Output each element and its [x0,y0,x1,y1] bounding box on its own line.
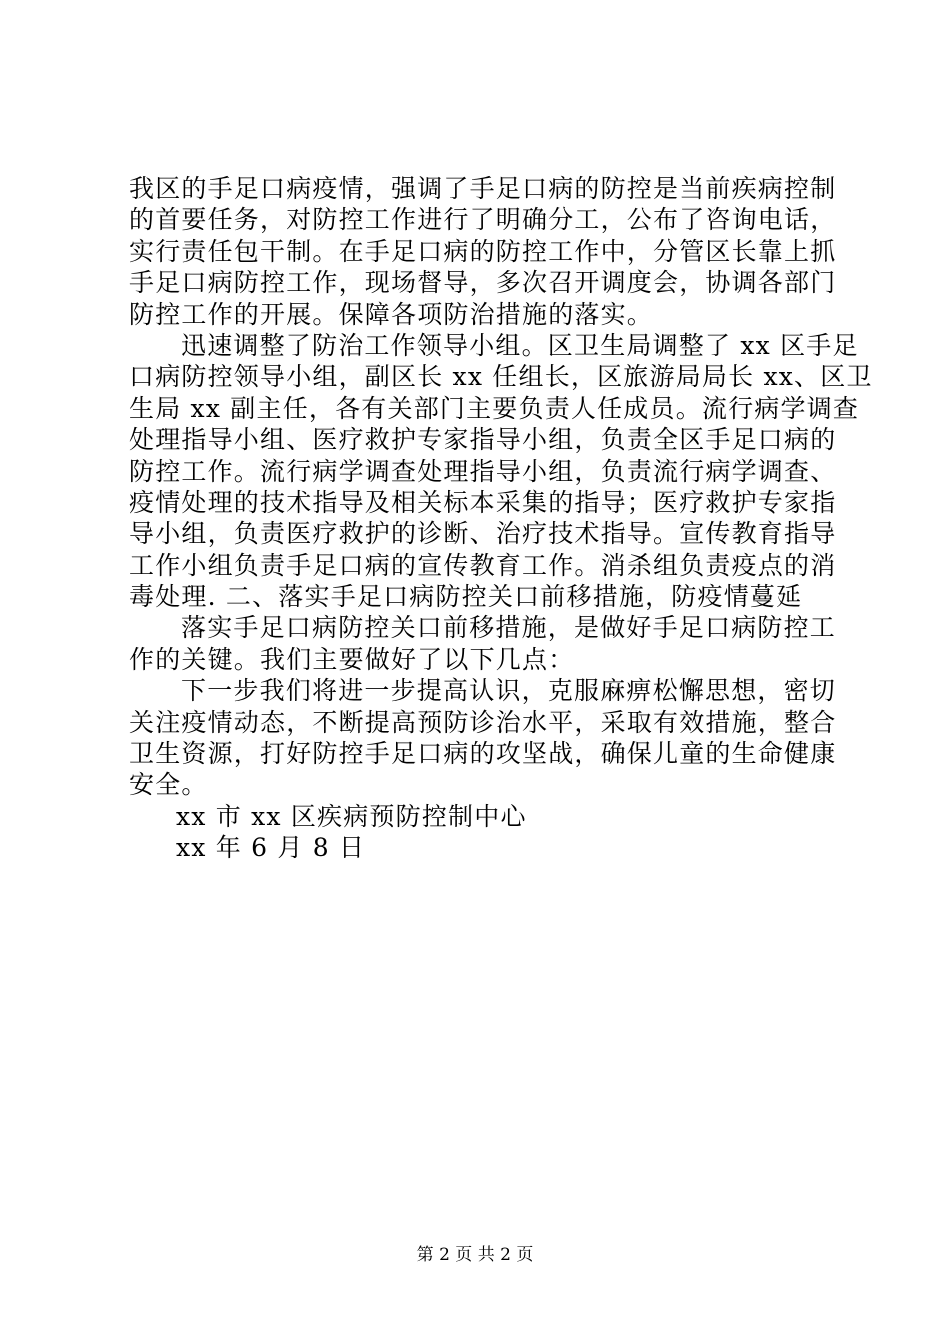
body-line: 关注疫情动态，不断提高预防诊治水平，采取有效措施，整合 [129,707,837,737]
body-line: 工作小组负责手足口病的宣传教育工作。消杀组负责疫点的消 [129,550,837,580]
body-line: 我区的手足口病疫情，强调了手足口病的防控是当前疾病控制 [129,174,837,203]
signature-organization: xx 市 xx 区疾病预防控制中心 [176,801,527,831]
body-line: 口病防控领导小组，副区长 xx 任组长，区旅游局局长 xx、区卫 [129,362,873,392]
paragraph-start-line: 落实手足口病防控关口前移措施，是做好手足口病防控工 [181,613,837,643]
body-line: 实行责任包干制。在手足口病的防控工作中，分管区长靠上抓 [129,236,837,266]
body-line: 导小组，负责医疗救护的诊断、治疗技术指导。宣传教育指导 [129,519,837,549]
body-line: 手足口病防控工作，现场督导，多次召开调度会，协调各部门 [129,268,837,298]
body-line: 作的关键。我们主要做好了以下几点： [129,644,575,674]
signature-date: xx 年 6 月 8 日 [176,833,366,863]
paragraph-start-line: 下一步我们将进一步提高认识，克服麻痹松懈思想，密切 [181,676,837,706]
body-line: 防控工作。流行病学调查处理指导小组，负责流行病学调查、 [129,456,837,486]
paragraph-start-line: 迅速调整了防治工作领导小组。区卫生局调整了 xx 区手足 [181,330,859,360]
body-line: 安全。 [129,770,208,800]
body-line: 卫生资源，打好防控手足口病的攻坚战，确保儿童的生命健康 [129,739,837,769]
body-line: 的首要任务，对防控工作进行了明确分工，公布了咨询电话， [129,205,837,235]
body-line: 疫情处理的技术指导及相关标本采集的指导；医疗救护专家指 [129,487,837,517]
page-footer: 第 2 页 共 2 页 [416,1245,534,1265]
body-line: 处理指导小组、医疗救护专家指导小组，负责全区手足口病的 [129,425,837,455]
body-line: 生局 xx 副主任，各有关部门主要负责人任成员。流行病学调查 [129,393,860,423]
document-body [129,173,873,864]
body-line: 毒处理. 二、落实手足口病防控关口前移措施，防疫情蔓延 [129,582,803,612]
body-line: 防控工作的开展。保障各项防治措施的落实。 [129,299,654,329]
